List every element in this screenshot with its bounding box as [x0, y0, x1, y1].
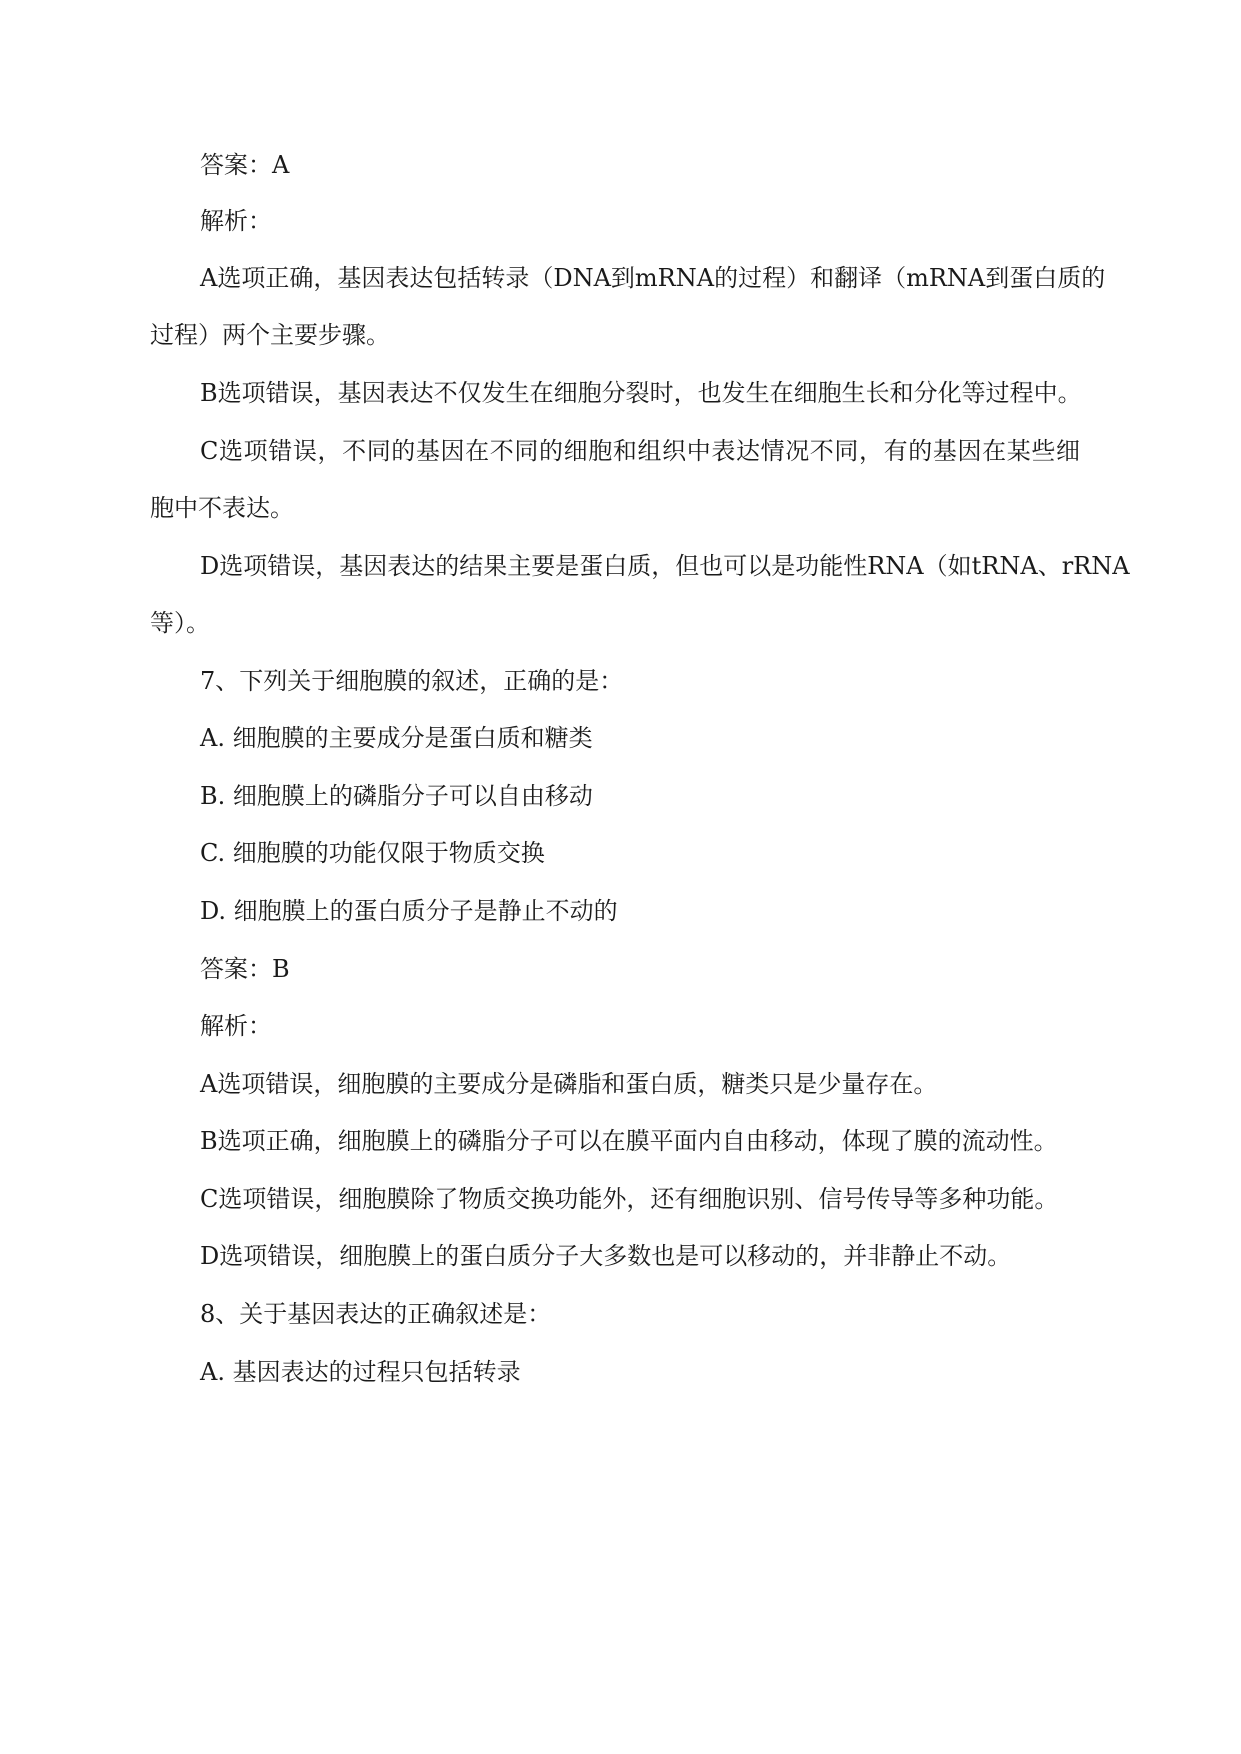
explanation-q6-option-c-line2: 胞中不表达。 — [150, 494, 294, 522]
explanation-q7-option-c: C选项错误，细胞膜除了物质交换功能外，还有细胞识别、信号传导等多种功能。 — [200, 1185, 1059, 1213]
question-7-option-c: C. 细胞膜的功能仅限于物质交换 — [200, 839, 545, 867]
explanation-q6-option-c-line1: C选项错误，不同的基因在不同的细胞和组织中表达情况不同，有的基因在某些细 — [200, 437, 1080, 465]
question-8: 8、关于基因表达的正确叙述是： — [200, 1300, 552, 1328]
explanation-q6-option-b: B选项错误，基因表达不仅发生在细胞分裂时，也发生在细胞生长和分化等过程中。 — [200, 379, 1082, 407]
explanation-q6-option-a-line1: A选项正确，基因表达包括转录（DNA到mRNA的过程）和翻译（mRNA到蛋白质的 — [200, 264, 1106, 292]
question-7-option-b: B. 细胞膜上的磷脂分子可以自由移动 — [200, 782, 593, 810]
explanation-q6-option-d-line1: D选项错误，基因表达的结果主要是蛋白质，但也可以是功能性RNA（如tRNA、rRNA — [200, 552, 1130, 580]
explanation-q7-option-d: D选项错误，细胞膜上的蛋白质分子大多数也是可以移动的，并非静止不动。 — [200, 1242, 1012, 1270]
explanation-q6-option-d-line2: 等）。 — [150, 609, 210, 637]
question-7: 7、下列关于细胞膜的叙述，正确的是： — [200, 667, 624, 695]
question-8-option-a: A. 基因表达的过程只包括转录 — [200, 1358, 521, 1386]
explanation-q6-option-a-line2: 过程）两个主要步骤。 — [150, 321, 390, 349]
question-7-option-a: A. 细胞膜的主要成分是蛋白质和糖类 — [200, 724, 593, 752]
explanation-q7-option-a: A选项错误，细胞膜的主要成分是磷脂和蛋白质，糖类只是少量存在。 — [200, 1070, 938, 1098]
answer-q7: 答案：B — [200, 955, 290, 983]
explanation-q7-option-b: B选项正确，细胞膜上的磷脂分子可以在膜平面内自由移动，体现了膜的流动性。 — [200, 1127, 1058, 1155]
explanation-label-q7: 解析： — [200, 1012, 272, 1040]
answer-q6: 答案：A — [200, 151, 290, 179]
question-7-option-d: D. 细胞膜上的蛋白质分子是静止不动的 — [200, 897, 618, 925]
explanation-label-q6: 解析： — [200, 207, 272, 235]
